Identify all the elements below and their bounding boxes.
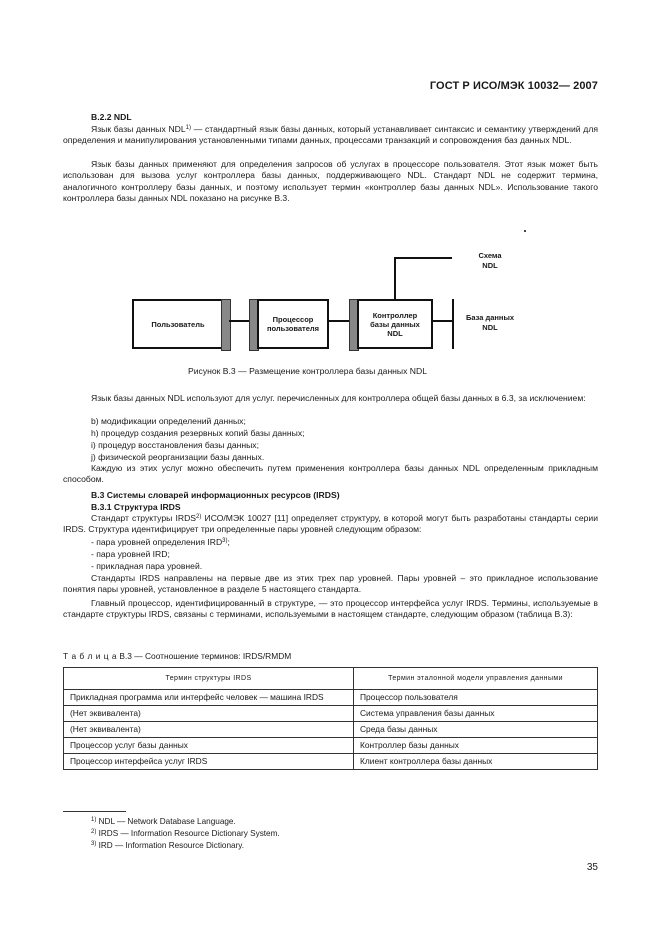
table-cell: (Нет эквивалента) bbox=[64, 706, 354, 722]
footnote-mark: 1) bbox=[91, 817, 97, 823]
box-label-line: пользователя bbox=[266, 324, 320, 333]
table-cell: Среда базы данных bbox=[354, 722, 598, 738]
box-label bbox=[370, 311, 420, 338]
table-header: Термин структуры IRDS bbox=[64, 668, 354, 690]
db-label-line: NDL bbox=[482, 323, 498, 332]
paragraph-main-processor: Главный процессор, идентифицированный в структуре, — это процессор интерфейса услуг IRDS. Термины, используемые в стандарте структуры IRDS, связаны с терминами, используемыми в настоящем стандарте, следующим образом (таблица B.3): bbox=[63, 598, 598, 620]
list-item: h) процедур создания резервных копий базы данных; bbox=[91, 428, 305, 438]
footnote-ref-3: 3) bbox=[222, 538, 228, 544]
text: Стандарт структуры IRDS bbox=[91, 513, 197, 523]
text: Язык базы данных NDL bbox=[91, 124, 186, 134]
schema-label-line: NDL bbox=[482, 261, 498, 270]
table-row bbox=[64, 690, 598, 706]
box-label-line: базы данных bbox=[370, 319, 420, 329]
paragraph-level-pairs: Стандарты IRDS направлены на первые две из этих трех пар уровней. Пары уровней – это прикладное использование понятия пары уровней, установленное в разделе 5 настоящего стандарта. bbox=[63, 573, 598, 595]
table-cell: Система управления базы данных bbox=[354, 706, 598, 722]
table-row bbox=[64, 754, 598, 770]
table-header-row bbox=[64, 668, 598, 690]
box-user bbox=[132, 299, 224, 349]
footnote-text: IRD — Information Resource Dictionary. bbox=[96, 841, 245, 850]
section-b3-title: B.3 Системы словарей информационных ресурсов (IRDS) bbox=[91, 490, 340, 500]
box-user-processor bbox=[257, 299, 329, 349]
connector-line bbox=[327, 320, 349, 322]
connector-line bbox=[229, 320, 249, 322]
box-label-line: Контроллер bbox=[372, 310, 418, 320]
footnote bbox=[91, 829, 280, 838]
connector-vertical bbox=[394, 257, 396, 299]
connector-line bbox=[431, 320, 453, 322]
footnote-text: NDL — Network Database Language. bbox=[96, 817, 236, 826]
footnote-mark: 2) bbox=[91, 829, 97, 835]
section-b22-title: B.2.2 NDL bbox=[91, 112, 132, 122]
table-row bbox=[64, 722, 598, 738]
table-row bbox=[64, 738, 598, 754]
paragraph-ndl-usage: Язык базы данных применяют для определения запросов об услугах в процессоре пользователя. Этот язык может быть использован для вызова услуг контроллера базы данных, поддерживающего NDL. Стандарт NDL не содержит термина, аналогичного контроллеру базы данных, и поэтому использует термин «контроллер базы данных NDL». Использование такого контроллера базы данных NDL показано на рисунке B.3. bbox=[63, 159, 598, 204]
footnote-separator bbox=[63, 811, 126, 812]
schema-label-line: Схема bbox=[478, 251, 502, 260]
footnote bbox=[91, 841, 244, 850]
footnote-text: IRDS — Information Resource Dictionary System. bbox=[96, 829, 280, 838]
table-title-prefix: Т а б л и ц а bbox=[63, 651, 118, 661]
dot-mark bbox=[524, 230, 526, 232]
terms-table bbox=[63, 667, 598, 770]
table-title-text: B.3 — Соотношение терминов: IRDS/RMDM bbox=[117, 651, 292, 661]
box-user-label: Пользователь bbox=[151, 319, 205, 329]
database-ndl-label bbox=[454, 313, 526, 333]
paragraph-irds-framework bbox=[63, 513, 598, 536]
text: ИСО/МЭК 10027 [11] определяет структуру, в которой могут быть разработаны стандарты серии IRDS. Структура идентифицирует три определенные пары уровней следующим образом: bbox=[63, 513, 598, 535]
table-cell: Процессор интерфейса услуг IRDS bbox=[64, 754, 354, 770]
table-title bbox=[63, 651, 291, 661]
connector-horizontal bbox=[394, 257, 452, 259]
text: — стандартный язык базы данных, который устанавливает синтаксис и семантику утверждений для определения и манипулирования установленными типами данных, процессами транзакций и сопровождения баз данных NDL. bbox=[63, 124, 598, 146]
paragraph-ndl-services-note: Каждую из этих услуг можно обеспечить путем применения контроллера базы данных NDL определенным прикладным способом. bbox=[63, 463, 598, 485]
box-ndl-controller bbox=[357, 299, 433, 349]
figure-caption: Рисунок B.3 — Размещение контроллера базы данных NDL bbox=[188, 366, 427, 376]
list-item bbox=[91, 537, 230, 548]
table-cell: Процессор услуг базы данных bbox=[64, 738, 354, 754]
table-cell: Прикладная программа или интерфейс человек — машина IRDS bbox=[64, 690, 354, 706]
text: ; bbox=[227, 537, 230, 547]
table-cell: Контроллер базы данных bbox=[354, 738, 598, 754]
text: - пара уровней определения IRD bbox=[91, 537, 223, 547]
footnote-ref-2: 2) bbox=[196, 514, 202, 520]
paragraph-ndl-definition bbox=[63, 124, 598, 147]
list-item: - пара уровней IRD; bbox=[91, 549, 170, 559]
footnote bbox=[91, 817, 236, 826]
list-item: i) процедур восстановления базы данных; bbox=[91, 440, 259, 450]
table-cell: (Нет эквивалента) bbox=[64, 722, 354, 738]
footnote-ref-1: 1) bbox=[185, 125, 192, 131]
list-item: j) физической реорганизации базы данных. bbox=[91, 452, 265, 462]
schema-ndl-label bbox=[456, 251, 524, 271]
box-label bbox=[267, 315, 319, 333]
box-label-line: Процессор bbox=[272, 315, 314, 324]
box-label-line: NDL bbox=[387, 328, 403, 338]
list-item: b) модификации определений данных; bbox=[91, 416, 246, 426]
table-header: Термин эталонной модели управления данными bbox=[354, 668, 598, 690]
interface-bar bbox=[221, 299, 231, 351]
list-item: - прикладная пара уровней. bbox=[91, 561, 203, 571]
section-b31-title: B.3.1 Структура IRDS bbox=[91, 502, 181, 512]
db-label-line: База данных bbox=[465, 313, 515, 322]
paragraph-ndl-services: Язык базы данных NDL используют для услуг. перечисленных для контроллера общей базы данных в 6.3, за исключением: bbox=[91, 393, 586, 403]
table-cell: Клиент контроллера базы данных bbox=[354, 754, 598, 770]
footnote-mark: 3) bbox=[91, 841, 97, 847]
standard-header: ГОСТ Р ИСО/МЭК 10032— 2007 bbox=[429, 80, 598, 92]
page-number: 35 bbox=[586, 862, 598, 873]
table-cell: Процессор пользователя bbox=[354, 690, 598, 706]
table-row bbox=[64, 706, 598, 722]
